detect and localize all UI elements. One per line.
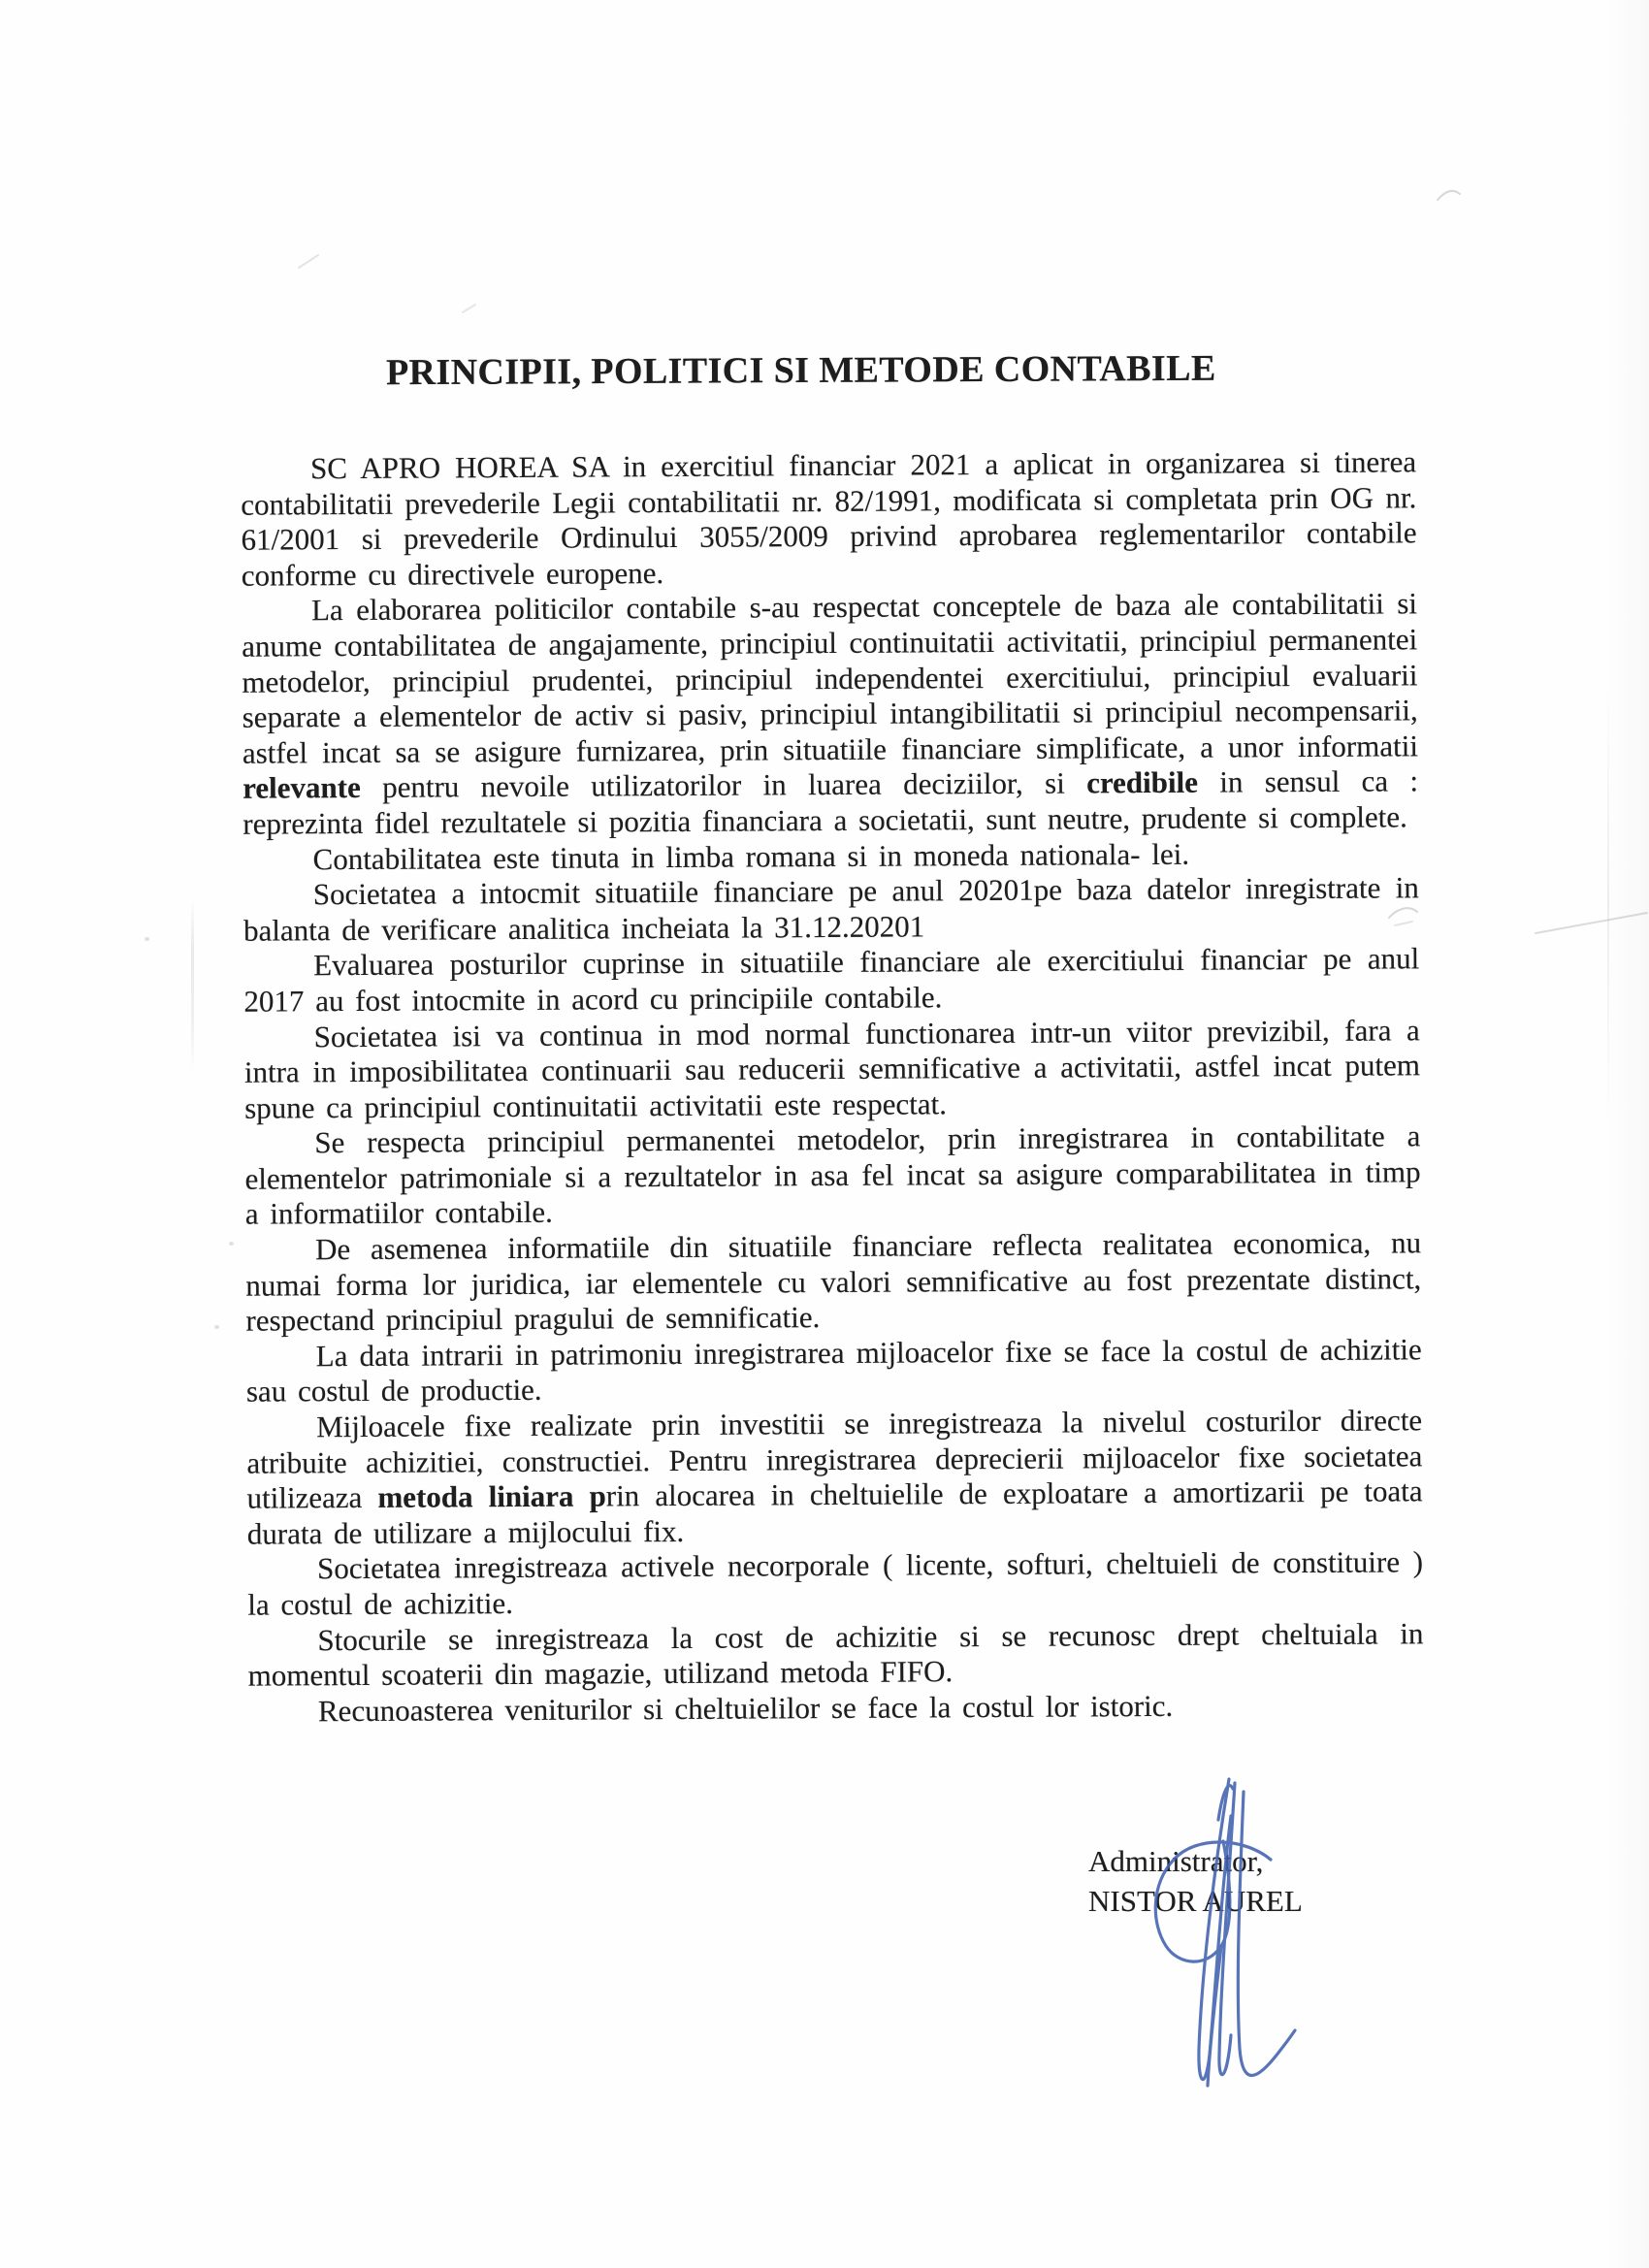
signature-stroke <box>1208 1946 1221 2086</box>
paragraph: Mijloacele fixe realizate prin investitii se inregistreaza la nivelul costurilor directe atribuite achizitiei, constructiei. Pentru inregistrarea deprecierii mijloacelor fixe societatea utilizeaza metoda liniara prin alocarea in cheltuielile de exploatare a amortizarii pe toata durata de utilizare a mijlocului fix. <box>246 1403 1423 1551</box>
paragraph: De asemenea informatiile din situatiile financiare reflecta realitatea economica, nu numai forma lor juridica, iar elementele cu valori semnificative au fost prezentate distinct, respectand principiul pragului de semnificatie. <box>245 1225 1422 1338</box>
paragraph: Recunoasterea veniturilor si cheltuielilor se face la costul lor istoric. <box>317 1688 1174 1729</box>
scan-artifact-speck <box>145 937 149 941</box>
paragraph: Se respecta principiul permanentei metodelor, prin inregistrarea in contabilitate a elementelor patrimoniale si a rezultatelor in asa fel incat sa asigure comparabilitatea in timp a informatiilor contabile. <box>244 1118 1421 1232</box>
paragraph: Societatea inregistreaza activele necorporale ( licente, softuri, cheltuieli de constituire ) la costul de achizitie. <box>247 1544 1424 1622</box>
document-title: PRINCIPII, POLITICI SI METODE CONTABILE <box>385 347 1216 394</box>
signature-stroke <box>1219 1783 1235 2075</box>
scan-artifact-speck <box>214 1325 219 1329</box>
scan-artifact-speck <box>229 1242 234 1246</box>
paragraph: Contabilitatea este tinuta in limba romana si in moneda nationala- lei. <box>312 836 1190 876</box>
signature-block <box>1088 1841 1303 1921</box>
paragraph: Societatea isi va continua in mod normal functionarea intr-un viitor previzibil, fara a intra in imposibilitatea continuarii sau reducerii semnificative a activitatii, astfel incat putem spune ca principiul continuitatii activitatii este respectat. <box>243 1012 1421 1125</box>
paragraph: La data intrarii in patrimoniu inregistrarea mijloacelor fixe se face la costul de achizitie sau costul de productie. <box>245 1332 1422 1409</box>
document-body <box>241 444 1424 1730</box>
signature-role-label: Administrator, <box>1088 1844 1264 1878</box>
paragraph: Stocurile se inregistreaza la cost de achizitie si se recunosc drept cheltuiala in momentul scoaterii din magazie, utilizand metoda FIFO. <box>247 1615 1424 1693</box>
signature-stroke <box>1218 1786 1233 1820</box>
paragraph: Evaluarea posturilor cuprinse in situatiile financiare ale exercitiului financiar pe anul 2017 au fost intocmite in acord cu principiile contabile. <box>243 941 1420 1019</box>
paragraph: Societatea a intocmit situatiile financiare pe anul 20201pe baza datelor inregistrate in balanta de verificare analitica incheiata la 31.12.20201 <box>242 870 1419 948</box>
scan-artifact-vertical-streak <box>191 897 194 1072</box>
signature-name: NISTOR AUREL <box>1088 1884 1303 1918</box>
signature-stroke <box>1238 1792 1295 2076</box>
paragraph: SC APRO HOREA SA in exercitiul financiar 2021 a aplicat in organizarea si tinerea contabilitatii prevederile Legii contabilitatii nr. 82/1991, modificata si completata prin OG nr. 61/2001 si prevederile Ordinului 3055/2009 privind aprobarea reglementarilor contabile conforme cu directivele europene. <box>241 444 1417 593</box>
signature-stroke <box>1199 1779 1231 2080</box>
scan-artifact-edge-line <box>1607 679 1609 1125</box>
paragraph: La elaborarea politicilor contabile s-au respectat conceptele de baza ale contabilitatii si anume contabilitatea de angajamente, principiul continuitatii activitatii, principiul permanentei metodelor, principiul prudentei, principiul independentei exercitiului, principiul evaluarii separate a elementelor de activ si pasiv, principiul intangibilitatii si principiul necompensarii, astfel incat sa se asigure furnizarea, prin situatiile financiare simplificate, a unor informatii relevante pentru nevoile utilizatorilor in luarea deciziilor, si credibile in sensul ca : reprezinta fidel rezultatele si pozitia financiara a societatii, sunt neutre, prudente si complete. <box>242 586 1419 841</box>
